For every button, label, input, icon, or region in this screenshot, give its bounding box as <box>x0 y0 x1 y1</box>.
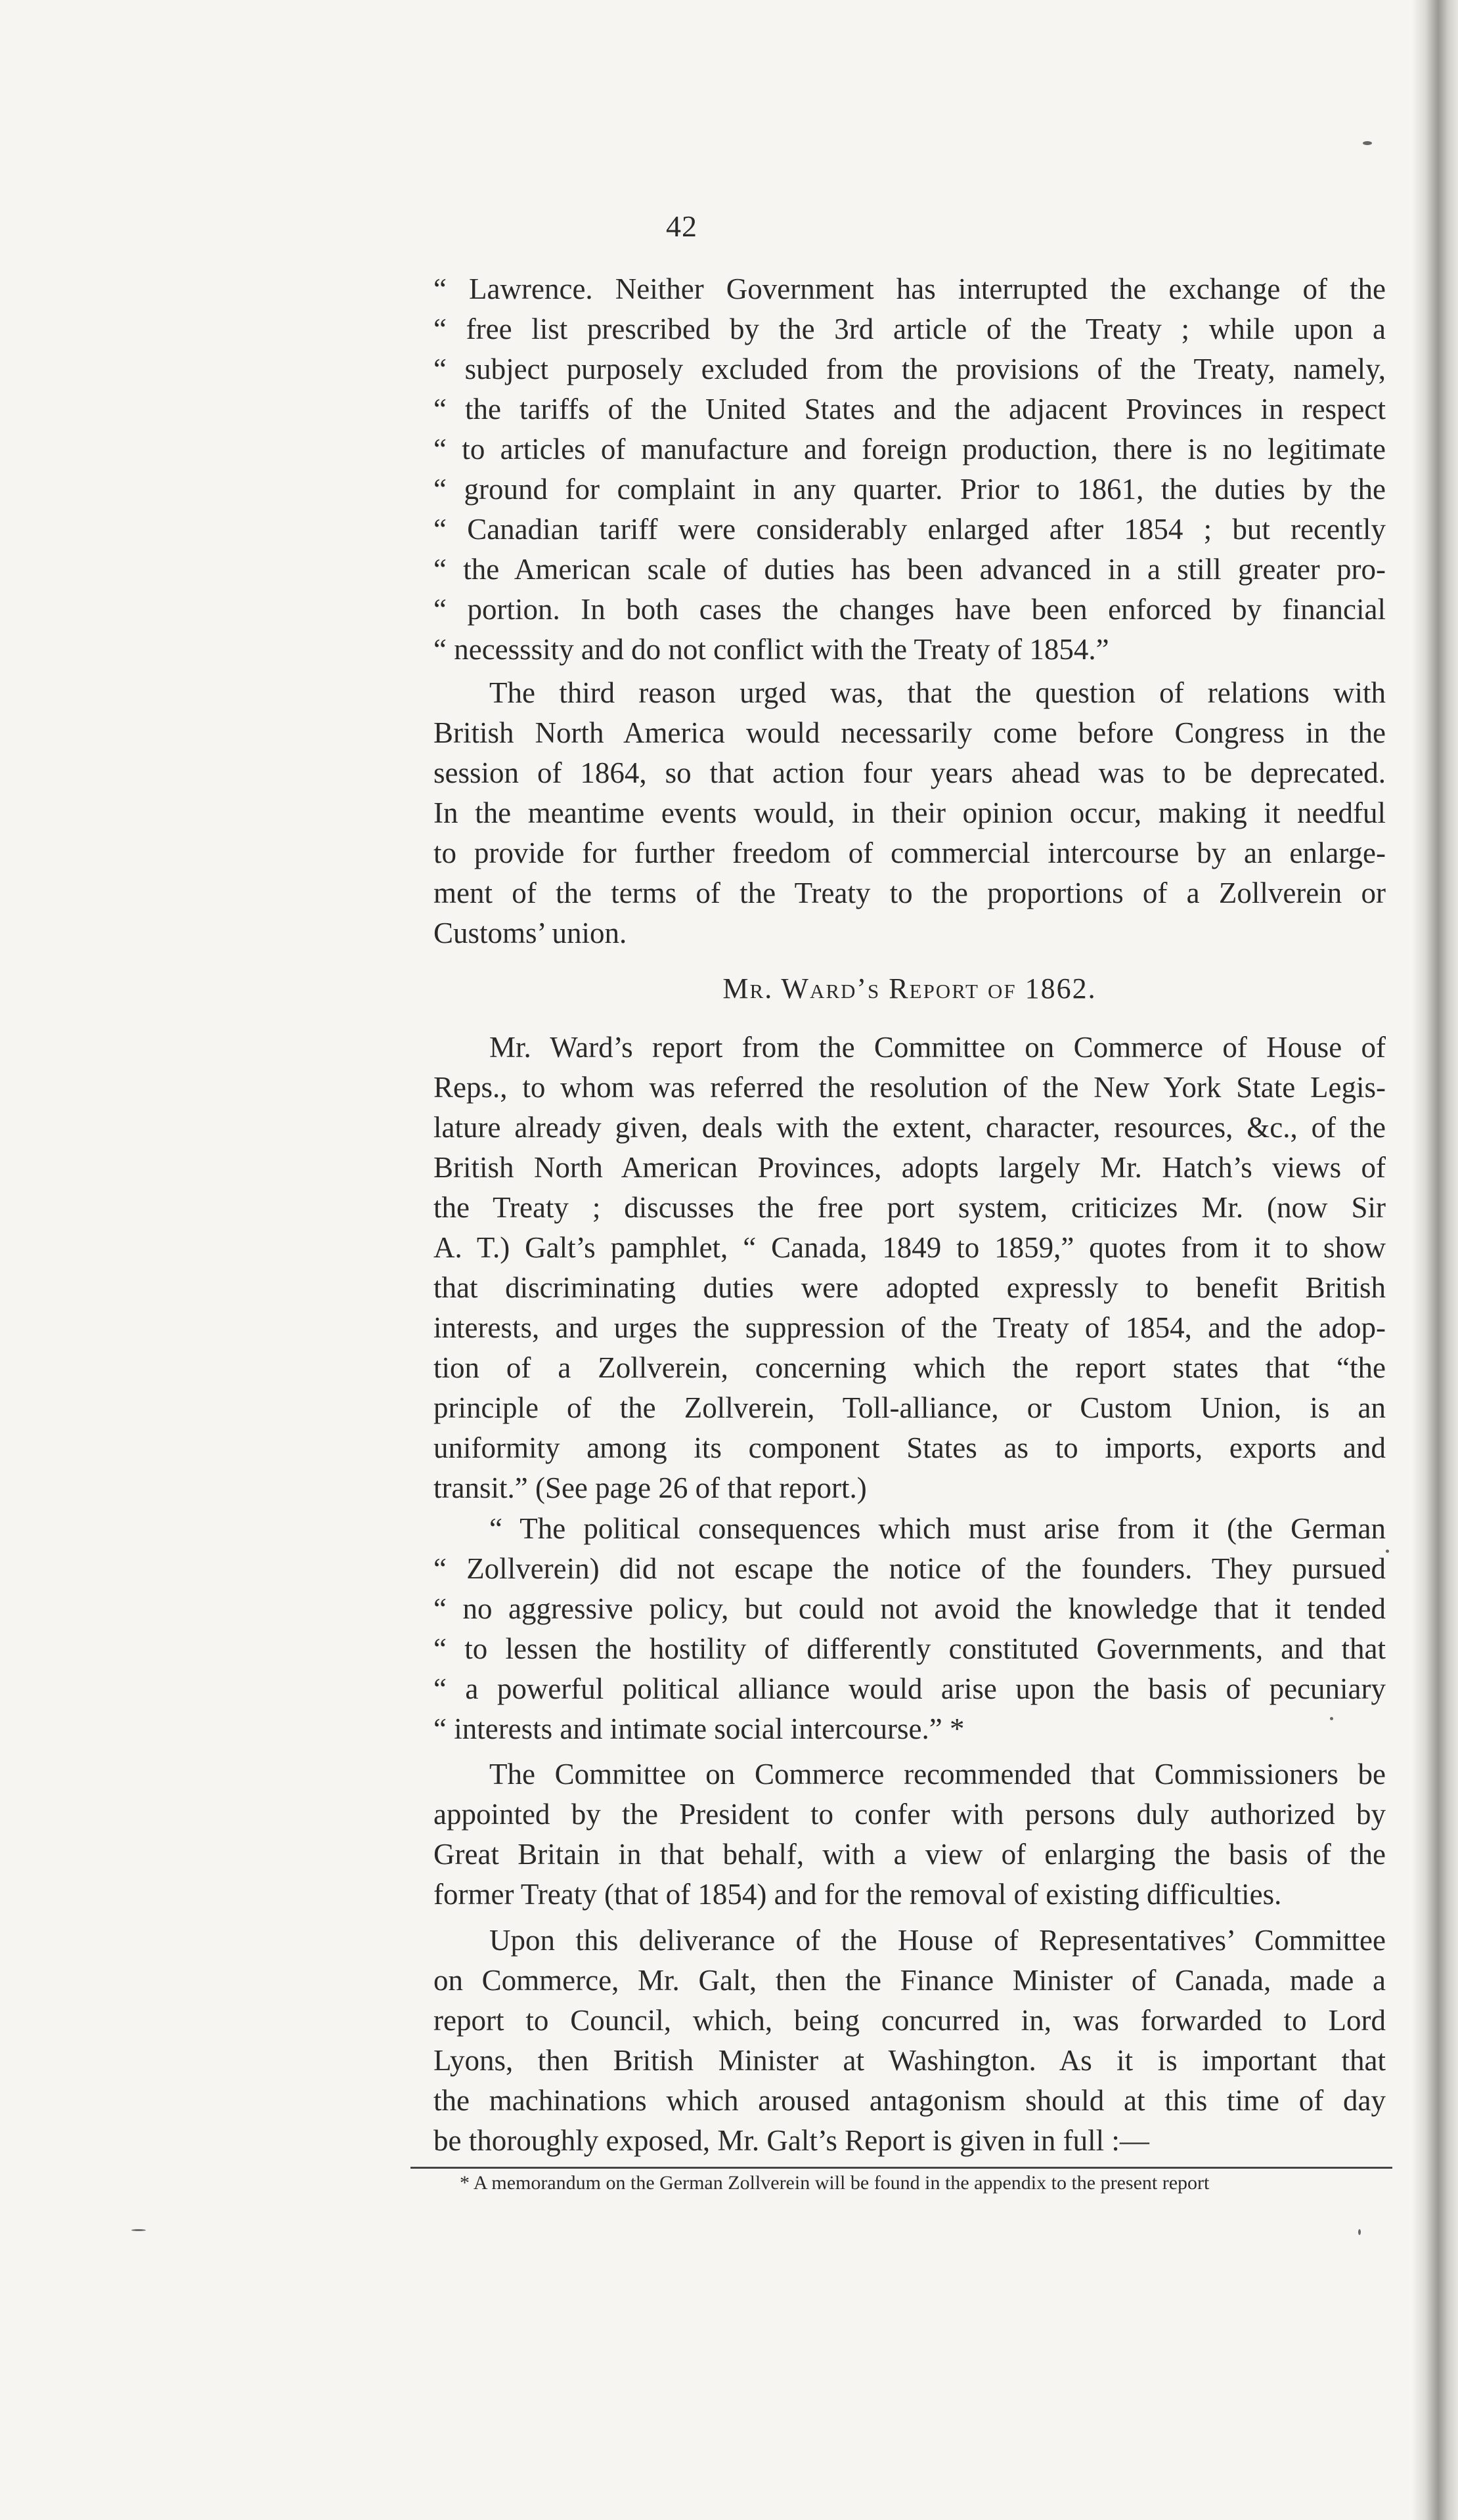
text-line: Mr. Ward’s report from the Committee on Commerce of House of <box>489 1031 1386 1064</box>
german-quote-paragraph <box>433 1509 1386 1749</box>
text-line: “ ground for complaint in any quarter. Prior to 1861, the duties by the <box>433 473 1386 506</box>
footnote: * A memorandum on the German Zollverein will be found in the appendix to the present report <box>460 2172 1210 2194</box>
text-line: “ subject purposely excluded from the provisions of the Treaty, namely, <box>433 353 1386 385</box>
text-line: on Commerce, Mr. Galt, then the Finance Minister of Canada, made a <box>433 1964 1386 1997</box>
text-line: “ a powerful political alliance would arise upon the basis of pecuniary <box>433 1672 1386 1705</box>
text-line: tion of a Zollverein, concerning which the report states that “the <box>433 1351 1386 1384</box>
footnote-divider <box>410 2167 1392 2169</box>
text-line: “ Lawrence. Neither Government has interrupted the exchange of the <box>433 272 1386 305</box>
text-line: ment of the terms of the Treaty to the proportions of a Zollverein or <box>433 877 1386 909</box>
text-line: “ portion. In both cases the changes have been enforced by financial <box>433 593 1386 626</box>
page-number: 42 <box>666 209 697 243</box>
text-line: session of 1864, so that action four years ahead was to be deprecated. <box>433 756 1386 789</box>
text-line: A. T.) Galt’s pamphlet, “ Canada, 1849 to 1859,” quotes from it to show <box>433 1231 1386 1264</box>
text-line: “ the tariffs of the United States and the adjacent Provinces in respect <box>433 393 1386 425</box>
quote-continuation-paragraph <box>433 269 1386 670</box>
ward-report-paragraph <box>433 1028 1386 1508</box>
text-line: principle of the Zollverein, Toll-alliance, or Custom Union, is an <box>433 1391 1386 1424</box>
ink-speck <box>1386 1550 1389 1553</box>
text-line: “ interests and intimate social intercourse.” * <box>433 1712 965 1745</box>
text-line: “ free list prescribed by the 3rd article of the Treaty ; while upon a <box>433 313 1386 345</box>
text-line: British North America would necessarily come before Congress in the <box>433 716 1386 749</box>
text-line: “ The political consequences which must arise from it (the German <box>489 1512 1386 1545</box>
text-line: former Treaty (that of 1854) and for the removal of existing difficulties. <box>433 1878 1282 1911</box>
ink-speck <box>1363 141 1372 145</box>
text-line: the machinations which aroused antagonism should at this time of day <box>433 2084 1386 2117</box>
text-line: “ Canadian tariff were considerably enlarged after 1854 ; but recently <box>433 513 1386 546</box>
text-line: “ to lessen the hostility of differently constituted Governments, and that <box>433 1632 1386 1665</box>
text-line: Great Britain in that behalf, with a view of enlarging the basis of the <box>433 1838 1386 1871</box>
text-line: be thoroughly exposed, Mr. Galt’s Report is given in full :— <box>433 2124 1149 2157</box>
committee-paragraph <box>433 1754 1386 1915</box>
text-line: uniformity among its component States as to imports, exports and <box>433 1431 1386 1464</box>
text-line: report to Council, which, being concurred in, was forwarded to Lord <box>433 2004 1386 2037</box>
text-line: to provide for further freedom of commercial intercourse by an enlarge- <box>433 836 1386 869</box>
text-line: transit.” (See page 26 of that report.) <box>433 1471 867 1504</box>
text-line: lature already given, deals with the extent, character, resources, &c., of the <box>433 1111 1386 1144</box>
text-line: In the meantime events would, in their opinion occur, making it needful <box>433 796 1386 829</box>
text-line: Upon this deliverance of the House of Representatives’ Committee <box>489 1924 1386 1957</box>
deliverance-paragraph <box>433 1921 1386 2161</box>
text-line: The Committee on Commerce recommended that Commissioners be <box>489 1758 1386 1791</box>
text-line: “ to articles of manufacture and foreign production, there is no legitimate <box>433 433 1386 466</box>
third-reason-paragraph <box>433 673 1386 953</box>
ink-speck <box>1358 2229 1361 2235</box>
text-line: The third reason urged was, that the question of relations with <box>489 676 1386 709</box>
text-line: “ necesssity and do not conflict with the Treaty of 1854.” <box>433 633 1109 666</box>
text-line: “ no aggressive policy, but could not avoid the knowledge that it tended <box>433 1592 1386 1625</box>
text-line: Lyons, then British Minister at Washington. As it is important that <box>433 2044 1386 2077</box>
text-line: British North American Provinces, adopts largely Mr. Hatch’s views of <box>433 1151 1386 1184</box>
text-line: appointed by the President to confer with persons duly authorized by <box>433 1798 1386 1831</box>
text-line: Customs’ union. <box>433 917 627 949</box>
text-line: “ the American scale of duties has been advanced in a still greater pro- <box>433 553 1386 586</box>
ink-speck <box>131 2229 146 2231</box>
text-line: that discriminating duties were adopted expressly to benefit British <box>433 1271 1386 1304</box>
page-edge-shadow <box>1412 0 1458 2520</box>
ink-speck <box>1330 1717 1333 1720</box>
text-line: the Treaty ; discusses the free port system, criticizes Mr. (now Sir <box>433 1191 1386 1224</box>
text-line: interests, and urges the suppression of the Treaty of 1854, and the adop- <box>433 1311 1386 1344</box>
text-line: Reps., to whom was referred the resolution of the New York State Legis- <box>433 1071 1386 1104</box>
text-line: “ Zollverein) did not escape the notice of the founders. They pursued <box>433 1552 1386 1585</box>
section-heading: Mr. Ward’s Report of 1862. <box>722 972 1097 1005</box>
